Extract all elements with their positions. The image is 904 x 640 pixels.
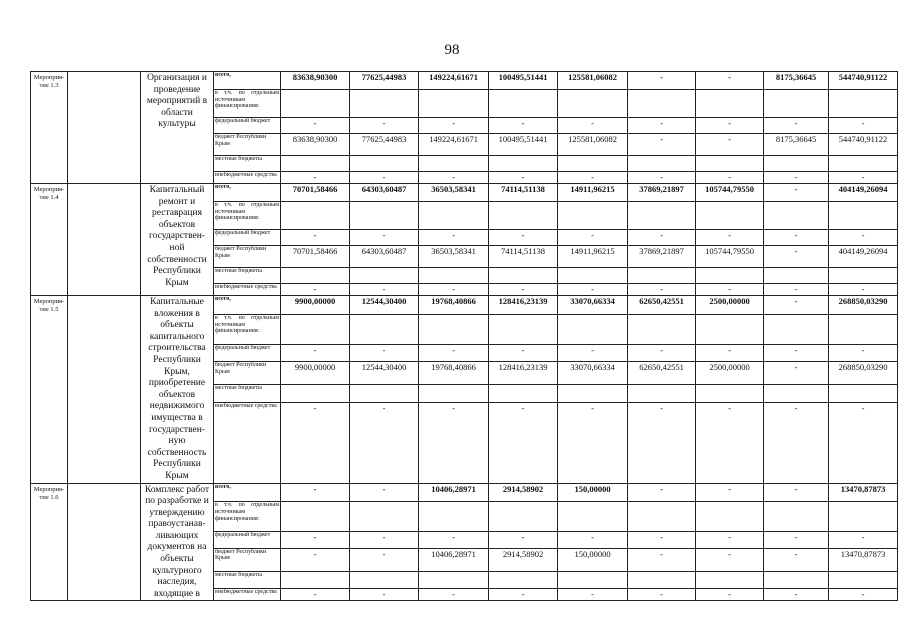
source-label-total: всего,: [214, 296, 281, 315]
value-cell: 150,00000: [558, 548, 628, 571]
value-cell: 9900,00000: [281, 296, 350, 315]
value-cell: -: [489, 118, 558, 134]
value-cell: 37869,21897: [628, 246, 696, 268]
value-cell: -: [281, 118, 350, 134]
value-cell: -: [350, 118, 419, 134]
value-cell: 100495,51441: [489, 72, 558, 90]
source-label-local: местные бюджеты: [214, 571, 281, 588]
source-label-local: местные бюджеты: [214, 385, 281, 402]
value-cell: -: [696, 118, 764, 134]
value-cell: [489, 268, 558, 284]
value-cell: -: [628, 483, 696, 502]
value-cell: [350, 385, 419, 402]
value-cell: 2914,58902: [489, 483, 558, 502]
value-cell: [628, 202, 696, 230]
value-cell: [696, 268, 764, 284]
source-label-offbudget: внебюджетные средства: [214, 588, 281, 601]
measure-name: Комплекс работ по разработке и утверждению правоустанав-ливающих документов на объекты культурного наследия, входящие в: [141, 483, 214, 601]
value-cell: [829, 315, 898, 345]
value-cell: [350, 90, 419, 118]
source-label-federal: федеральный бюджет: [214, 531, 281, 548]
value-cell: -: [829, 531, 898, 548]
value-cell: [281, 315, 350, 345]
value-cell: [489, 315, 558, 345]
value-cell: [350, 268, 419, 284]
value-cell: 70701,58466: [281, 184, 350, 202]
value-cell: -: [764, 230, 829, 246]
value-cell: [696, 90, 764, 118]
value-cell: [829, 156, 898, 172]
value-cell: 125581,06082: [558, 134, 628, 156]
value-cell: -: [558, 118, 628, 134]
value-cell: 544740,91122: [829, 72, 898, 90]
value-cell: -: [764, 296, 829, 315]
value-cell: [628, 502, 696, 531]
value-cell: [281, 502, 350, 531]
source-label-total: всего,: [214, 184, 281, 202]
value-cell: -: [628, 72, 696, 90]
value-cell: -: [696, 588, 764, 601]
value-cell: [489, 385, 558, 402]
value-cell: -: [419, 230, 489, 246]
value-cell: [696, 156, 764, 172]
measure-name: Капитальные вложения в объекты капитального строительства Республики Крым, приобретение объектов недвижимого имущества в государствен-ную собственность Республики Крым: [141, 296, 214, 484]
value-cell: -: [419, 284, 489, 296]
value-cell: -: [628, 588, 696, 601]
source-label-breakdown: в т.ч. по отдельным источникам финансирования:: [214, 315, 281, 345]
source-label-federal: федеральный бюджет: [214, 345, 281, 362]
value-cell: 105744,79550: [696, 246, 764, 268]
value-cell: 19768,40866: [419, 296, 489, 315]
source-label-breakdown: в т.ч. по отдельным источникам финансирования:: [214, 90, 281, 118]
value-cell: 70701,58466: [281, 246, 350, 268]
value-cell: -: [419, 531, 489, 548]
value-cell: -: [281, 345, 350, 362]
value-cell: [696, 571, 764, 588]
value-cell: [764, 156, 829, 172]
measure-code: Мероприя-тие 1.6: [31, 483, 68, 601]
source-label-breakdown: в т.ч. по отдельным источникам финансирования:: [214, 502, 281, 531]
value-cell: [829, 571, 898, 588]
source-label-offbudget: внебюджетные средства: [214, 172, 281, 184]
value-cell: 33070,66334: [558, 296, 628, 315]
value-cell: 36503,58341: [419, 184, 489, 202]
value-cell: 8175,36645: [764, 134, 829, 156]
value-cell: [558, 571, 628, 588]
value-cell: 149224,61671: [419, 134, 489, 156]
value-cell: 128416,23139: [489, 362, 558, 385]
value-cell: 9900,00000: [281, 362, 350, 385]
value-cell: -: [764, 362, 829, 385]
value-cell: [489, 502, 558, 531]
value-cell: -: [281, 230, 350, 246]
value-cell: -: [628, 548, 696, 571]
value-cell: 128416,23139: [489, 296, 558, 315]
value-cell: [558, 202, 628, 230]
source-label-offbudget: внебюджетные средства: [214, 402, 281, 483]
value-cell: [419, 502, 489, 531]
value-cell: 36503,58341: [419, 246, 489, 268]
value-cell: -: [281, 531, 350, 548]
value-cell: [281, 90, 350, 118]
value-cell: [696, 315, 764, 345]
value-cell: -: [350, 230, 419, 246]
source-label-offbudget: внебюджетные средства: [214, 284, 281, 296]
value-cell: 404149,26094: [829, 246, 898, 268]
value-cell: -: [419, 118, 489, 134]
value-cell: 64303,60487: [350, 246, 419, 268]
value-cell: -: [829, 172, 898, 184]
value-cell: 150,00000: [558, 483, 628, 502]
value-cell: 12544,30400: [350, 362, 419, 385]
value-cell: -: [696, 284, 764, 296]
value-cell: [419, 571, 489, 588]
value-cell: 77625,44983: [350, 72, 419, 90]
value-cell: 13470,87873: [829, 548, 898, 571]
value-cell: -: [764, 118, 829, 134]
table-row: [31, 296, 898, 315]
value-cell: -: [829, 345, 898, 362]
value-cell: [764, 571, 829, 588]
value-cell: -: [829, 118, 898, 134]
page-number: 98: [444, 42, 460, 58]
value-cell: [829, 202, 898, 230]
executor-cell: [68, 296, 141, 484]
value-cell: [489, 90, 558, 118]
value-cell: -: [489, 531, 558, 548]
source-label-local: местные бюджеты: [214, 156, 281, 172]
value-cell: -: [829, 230, 898, 246]
value-cell: 83638,90300: [281, 134, 350, 156]
value-cell: [696, 202, 764, 230]
value-cell: [419, 90, 489, 118]
value-cell: 12544,30400: [350, 296, 419, 315]
value-cell: -: [628, 284, 696, 296]
value-cell: [489, 202, 558, 230]
value-cell: [350, 571, 419, 588]
value-cell: -: [696, 345, 764, 362]
value-cell: [696, 385, 764, 402]
value-cell: 83638,90300: [281, 72, 350, 90]
value-cell: -: [350, 345, 419, 362]
value-cell: 8175,36645: [764, 72, 829, 90]
value-cell: -: [696, 402, 764, 483]
value-cell: -: [764, 548, 829, 571]
value-cell: [419, 156, 489, 172]
value-cell: -: [764, 402, 829, 483]
value-cell: [829, 268, 898, 284]
value-cell: -: [350, 172, 419, 184]
value-cell: -: [696, 134, 764, 156]
value-cell: 77625,44983: [350, 134, 419, 156]
value-cell: [829, 385, 898, 402]
value-cell: -: [489, 284, 558, 296]
value-cell: -: [489, 402, 558, 483]
value-cell: [489, 156, 558, 172]
table-row: [31, 483, 898, 502]
value-cell: [350, 315, 419, 345]
value-cell: [829, 90, 898, 118]
value-cell: -: [764, 184, 829, 202]
source-label-local: местные бюджеты: [214, 268, 281, 284]
source-label-total: всего,: [214, 72, 281, 90]
table-row: [31, 72, 898, 90]
value-cell: -: [350, 284, 419, 296]
value-cell: [281, 385, 350, 402]
value-cell: 2500,00000: [696, 362, 764, 385]
value-cell: [628, 571, 696, 588]
value-cell: -: [696, 230, 764, 246]
value-cell: -: [628, 134, 696, 156]
value-cell: [419, 202, 489, 230]
value-cell: -: [558, 531, 628, 548]
value-cell: [829, 502, 898, 531]
value-cell: [696, 502, 764, 531]
value-cell: 64303,60487: [350, 184, 419, 202]
value-cell: [350, 502, 419, 531]
value-cell: -: [489, 230, 558, 246]
value-cell: -: [558, 172, 628, 184]
value-cell: -: [696, 172, 764, 184]
executor-cell: [68, 483, 141, 601]
measure-code: Мероприя-тие 1.3: [31, 72, 68, 184]
value-cell: [281, 571, 350, 588]
value-cell: -: [350, 548, 419, 571]
value-cell: [628, 385, 696, 402]
measure-name: Организация и проведение мероприятий в области культуры: [141, 72, 214, 184]
value-cell: -: [696, 531, 764, 548]
value-cell: -: [350, 588, 419, 601]
value-cell: -: [829, 284, 898, 296]
value-cell: 14911,96215: [558, 184, 628, 202]
value-cell: [558, 156, 628, 172]
value-cell: -: [350, 402, 419, 483]
value-cell: 544740,91122: [829, 134, 898, 156]
value-cell: [558, 385, 628, 402]
value-cell: -: [558, 588, 628, 601]
value-cell: -: [558, 345, 628, 362]
value-cell: -: [628, 118, 696, 134]
executor-cell: [68, 184, 141, 296]
value-cell: -: [489, 172, 558, 184]
value-cell: [350, 202, 419, 230]
value-cell: 100495,51441: [489, 134, 558, 156]
value-cell: 74114,51138: [489, 246, 558, 268]
value-cell: [558, 502, 628, 531]
source-label-republic: бюджет Республики Крым: [214, 134, 281, 156]
executor-cell: [68, 72, 141, 184]
value-cell: 268850,03290: [829, 296, 898, 315]
value-cell: -: [696, 483, 764, 502]
value-cell: 404149,26094: [829, 184, 898, 202]
value-cell: 10406,28971: [419, 483, 489, 502]
source-label-breakdown: в т.ч. по отдельным источникам финансирования:: [214, 202, 281, 230]
value-cell: [489, 571, 558, 588]
value-cell: -: [281, 588, 350, 601]
value-cell: -: [628, 172, 696, 184]
value-cell: [558, 315, 628, 345]
value-cell: -: [628, 402, 696, 483]
value-cell: [764, 502, 829, 531]
value-cell: -: [281, 172, 350, 184]
value-cell: -: [829, 588, 898, 601]
value-cell: 13470,87873: [829, 483, 898, 502]
value-cell: -: [764, 531, 829, 548]
value-cell: [628, 156, 696, 172]
value-cell: -: [764, 246, 829, 268]
value-cell: [558, 268, 628, 284]
value-cell: -: [281, 284, 350, 296]
value-cell: 14911,96215: [558, 246, 628, 268]
value-cell: 2500,00000: [696, 296, 764, 315]
value-cell: -: [281, 483, 350, 502]
value-cell: 10406,28971: [419, 548, 489, 571]
value-cell: -: [829, 402, 898, 483]
value-cell: 62650,42551: [628, 296, 696, 315]
value-cell: -: [419, 588, 489, 601]
value-cell: -: [764, 483, 829, 502]
financing-table: [30, 71, 898, 601]
value-cell: 74114,51138: [489, 184, 558, 202]
value-cell: -: [764, 284, 829, 296]
value-cell: 2914,58902: [489, 548, 558, 571]
value-cell: 105744,79550: [696, 184, 764, 202]
value-cell: [764, 385, 829, 402]
value-cell: [628, 315, 696, 345]
value-cell: [764, 202, 829, 230]
value-cell: -: [281, 548, 350, 571]
measure-code: Мероприя-тие 1.5: [31, 296, 68, 484]
value-cell: -: [558, 230, 628, 246]
value-cell: [628, 268, 696, 284]
source-label-republic: бюджет Республики Крым: [214, 246, 281, 268]
measure-code: Мероприя-тие 1.4: [31, 184, 68, 296]
value-cell: [281, 268, 350, 284]
source-label-republic: бюджет Республики Крым: [214, 362, 281, 385]
value-cell: -: [489, 345, 558, 362]
value-cell: -: [419, 172, 489, 184]
value-cell: [764, 268, 829, 284]
source-label-total: всего,: [214, 483, 281, 502]
source-label-federal: федеральный бюджет: [214, 230, 281, 246]
value-cell: 62650,42551: [628, 362, 696, 385]
value-cell: [764, 90, 829, 118]
value-cell: 19768,40866: [419, 362, 489, 385]
value-cell: 125581,06082: [558, 72, 628, 90]
value-cell: [281, 156, 350, 172]
value-cell: [281, 202, 350, 230]
value-cell: -: [558, 402, 628, 483]
value-cell: -: [696, 548, 764, 571]
measure-name: Капитальный ремонт и реставрация объектов государствен-ной собственности Республики Крым: [141, 184, 214, 296]
value-cell: 37869,21897: [628, 184, 696, 202]
value-cell: 149224,61671: [419, 72, 489, 90]
value-cell: -: [350, 531, 419, 548]
value-cell: [350, 156, 419, 172]
value-cell: -: [281, 402, 350, 483]
value-cell: [628, 90, 696, 118]
value-cell: 33070,66334: [558, 362, 628, 385]
source-label-republic: бюджет Республики Крым: [214, 548, 281, 571]
value-cell: [558, 90, 628, 118]
value-cell: [419, 315, 489, 345]
value-cell: -: [558, 284, 628, 296]
source-label-federal: федеральный бюджет: [214, 118, 281, 134]
table-row: [31, 184, 898, 202]
value-cell: -: [628, 531, 696, 548]
value-cell: -: [764, 588, 829, 601]
value-cell: -: [628, 345, 696, 362]
value-cell: [419, 385, 489, 402]
value-cell: -: [696, 72, 764, 90]
value-cell: -: [419, 345, 489, 362]
value-cell: [419, 268, 489, 284]
value-cell: -: [350, 483, 419, 502]
value-cell: [764, 315, 829, 345]
value-cell: -: [628, 230, 696, 246]
value-cell: -: [764, 172, 829, 184]
value-cell: -: [489, 588, 558, 601]
value-cell: -: [764, 345, 829, 362]
value-cell: -: [419, 402, 489, 483]
value-cell: 268850,03290: [829, 362, 898, 385]
